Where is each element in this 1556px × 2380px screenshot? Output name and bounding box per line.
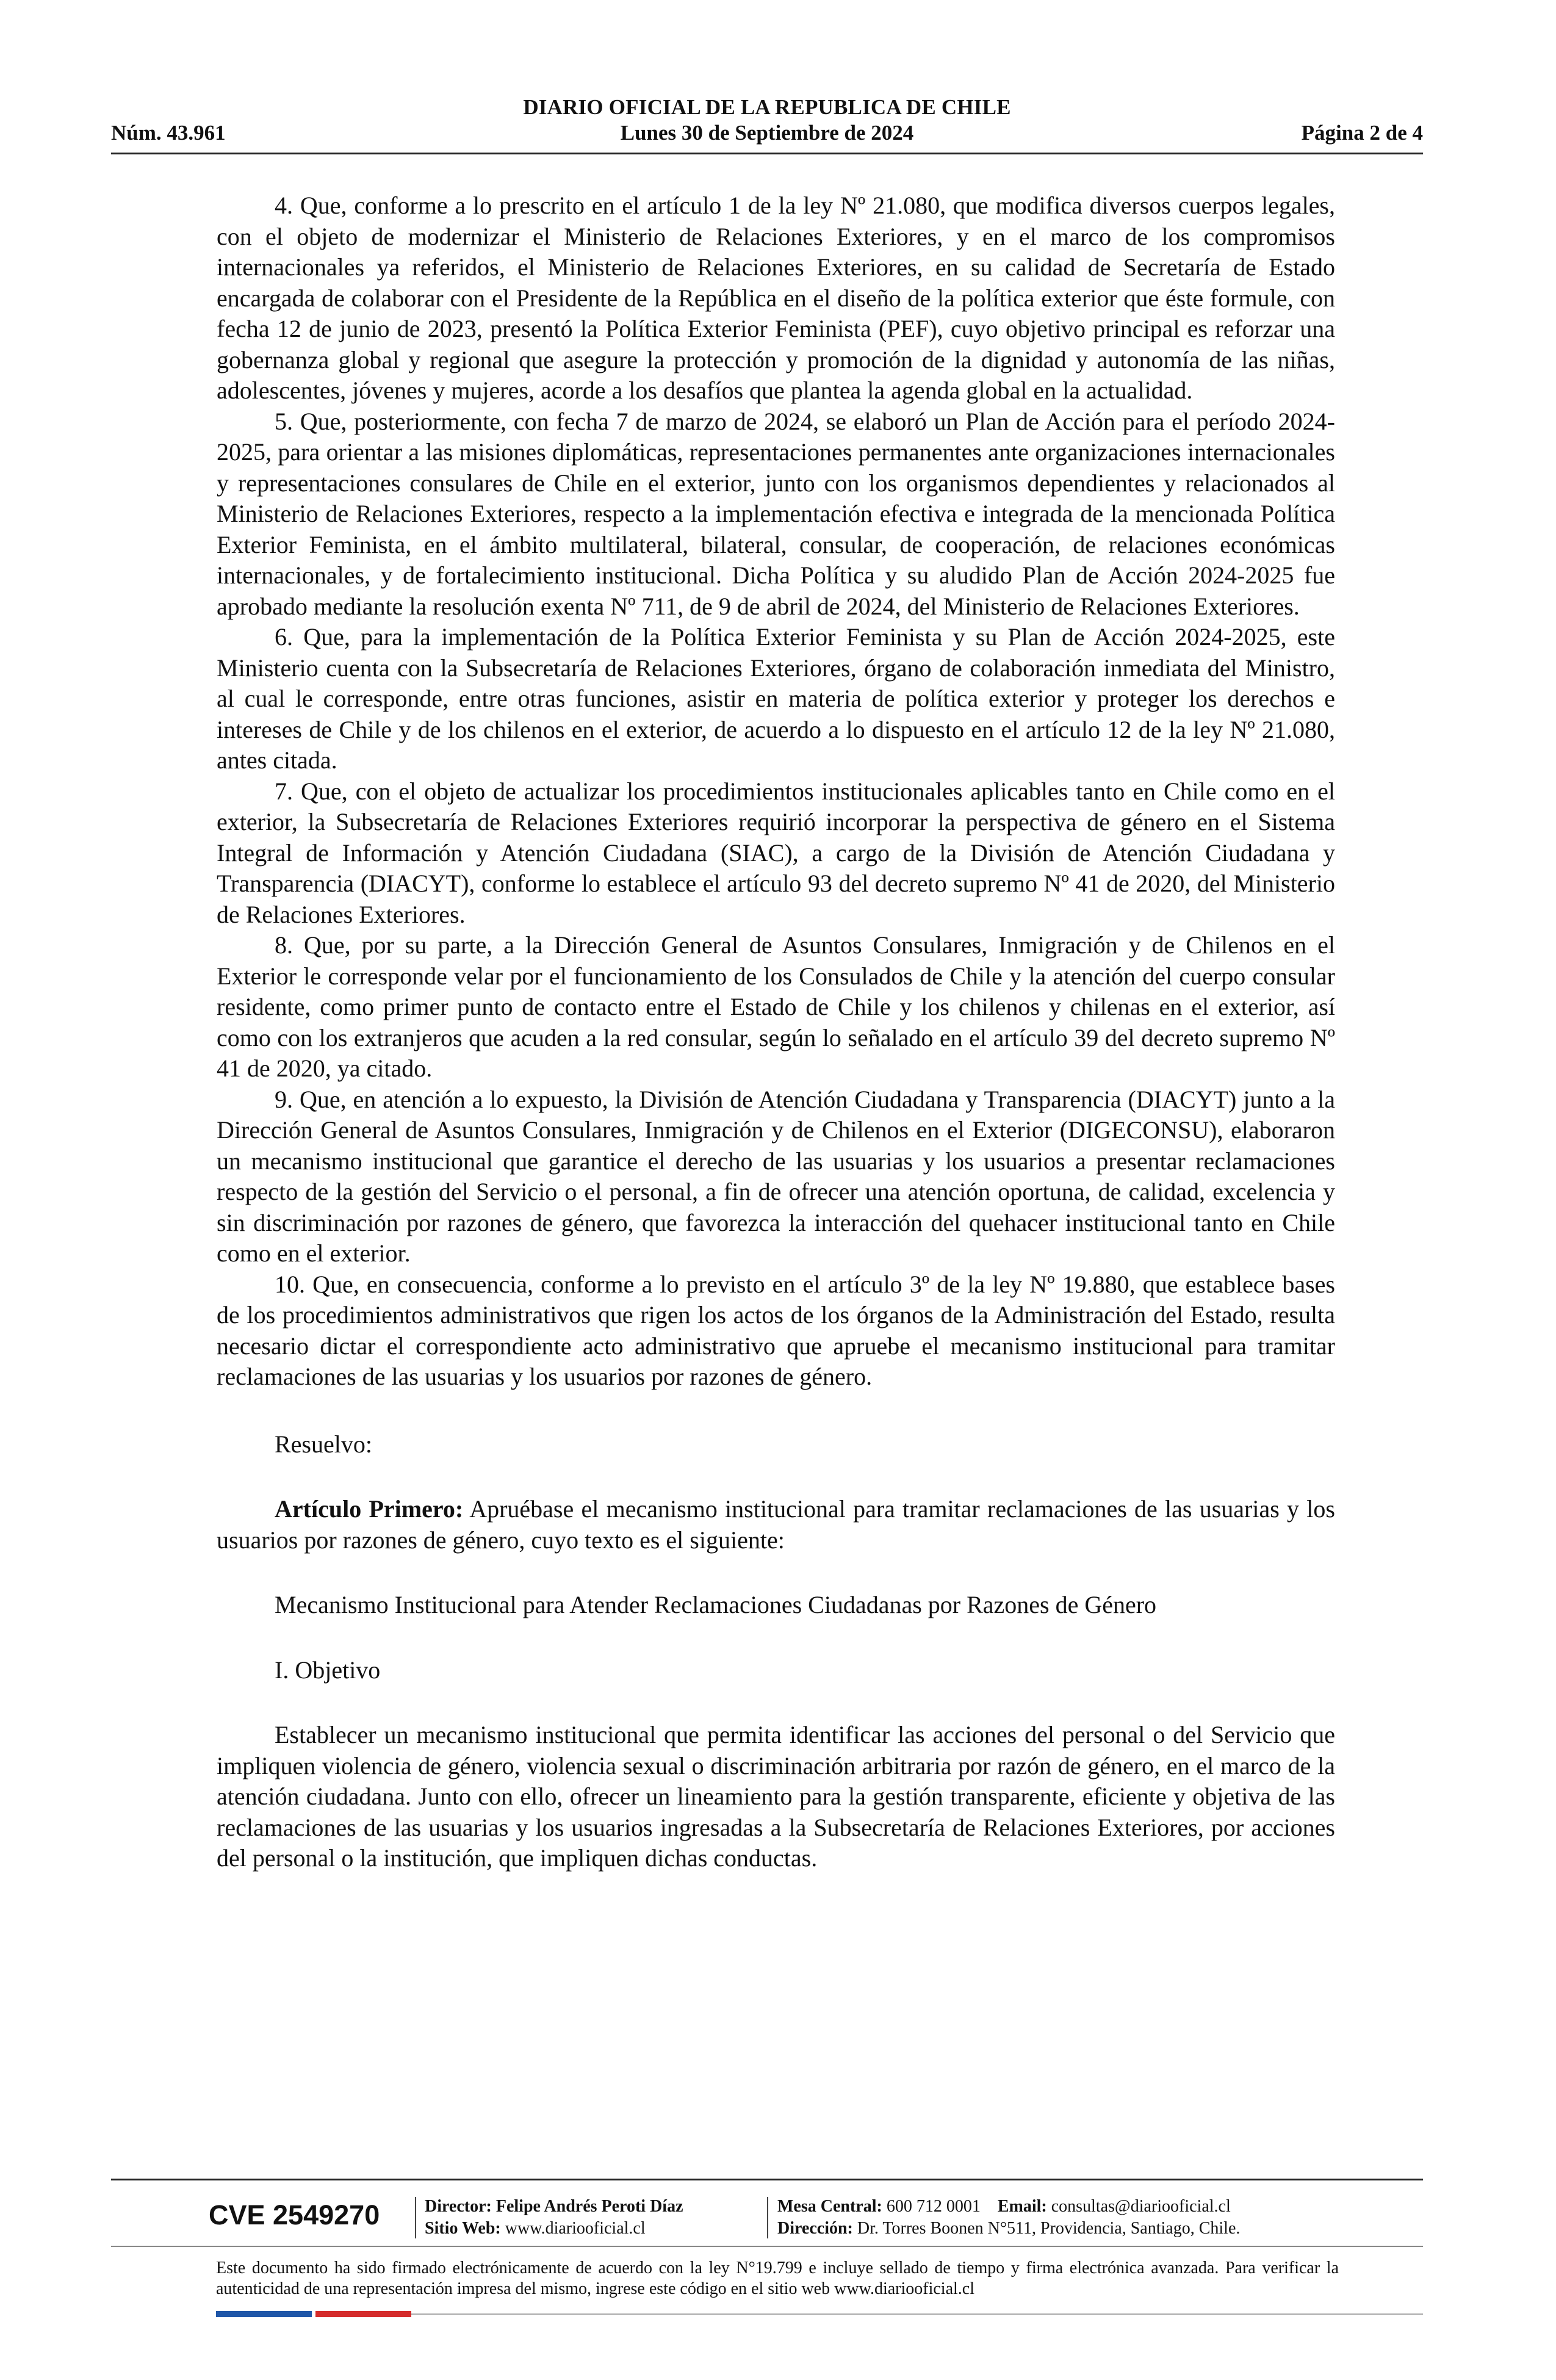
page-number: Página 2 de 4 [1301, 121, 1423, 145]
site-url[interactable]: www.diariooficial.cl [505, 2219, 646, 2238]
spacer [217, 1460, 1335, 1494]
issue-date: Lunes 30 de Septiembre de 2024 [620, 121, 914, 145]
page-footer [111, 2179, 1423, 2331]
objective-paragraph: Establecer un mecanismo institucional que permita identificar las acciones del personal o del Servicio que impliquen violencia de género, violencia sexual o discriminación arbitraria por razón de género, en el marco de la atención ciudadana. Junto con ello, ofrecer un lineamiento para la gestión transparente, eficiente y objetiva de las reclamaciones de las usuarias y los usuarios ingresadas a la Subsecretaría de Relaciones Exteriores, por acciones del personal o la institución, que impliquen dichas conductas. [217, 1721, 1335, 1872]
mechanism-title: Mecanismo Institucional para Atender Reclamaciones Ciudadanas por Razones de Género [275, 1591, 1157, 1618]
director-label: Director: [425, 2197, 492, 2216]
footer-bottom-rule [411, 2313, 1423, 2315]
page-header [111, 92, 1423, 159]
flag-blue-segment [216, 2311, 312, 2317]
footer-top-rule [111, 2179, 1423, 2180]
resuelvo-heading: Resuelvo: [275, 1430, 372, 1458]
publication-title: DIARIO OFICIAL DE LA REPUBLICA DE CHILE [523, 95, 1011, 119]
site-label: Sitio Web: [425, 2219, 501, 2238]
paragraph-5: 5. Que, posteriormente, con fecha 7 de marzo de 2024, se elaboró un Plan de Acción para el período 2024-2025, para orientar a las misiones diplomáticas, representaciones permanentes ante organizaciones internacionales y representaciones consulares de Chile en el exterior, junto con los organismos dependientes y relacionados al Ministerio de Relaciones Exteriores, respecto a la implementación efectiva e integrada de la mencionada Política Exterior Feminista, en el ámbito multilateral, bilateral, consular, de cooperación, de relaciones económicas internacionales, y de fortalecimiento institucional. Dicha Política y su aludido Plan de Acción 2024-2025 fue aprobado mediante la resolución exenta Nº 711, de 9 de abril de 2024, del Ministerio de Relaciones Exteriores. [217, 407, 1335, 620]
paragraph-10: 10. Que, en consecuencia, conforme a lo previsto en el artículo 3º de la ley Nº 19.880, que establece bases de los procedimientos administrativos que rigen los actos de los órganos de la Administración del Estado, resulta necesario dictar el correspondiente acto administrativo que apruebe el mecanismo institucional para tramitar reclamaciones de las usuarias y los usuarios por razones de género. [217, 1270, 1335, 1390]
paragraph-9: 9. Que, en atención a lo expuesto, la División de Atención Ciudadana y Transparencia (DIACYT) junto a la Dirección General de Asuntos Consulares, Inmigración y de Chilenos en el Exterior (DIGECONSU), elaboraron un mecanismo institucional que garantice el derecho de las usuarias y los usuarios a presentar reclamaciones respecto de la gestión del Servicio o el personal, a fin de ofrecer una atención oportuna, de calidad, excelencia y sin discriminación por razones de género, que favorezca la interacción del quehacer institucional tanto en Chile como en el exterior. [217, 1085, 1335, 1267]
section-heading: I. Objetivo [275, 1656, 381, 1684]
email-address[interactable]: consultas@diariooficial.cl [1051, 2197, 1231, 2216]
article-label: Artículo Primero: [275, 1495, 464, 1523]
signature-note: Este documento ha sido firmado electrónicamente de acuerdo con la ley N°19.799 e incluye sellado de tiempo y firma electrónica avanzada. Para verificar la autenticidad de una representación impresa del mismo, ingrese este código en el sitio web www.diariooficial.cl [216, 2259, 1339, 2298]
document-body [217, 190, 1335, 1874]
paragraph-6: 6. Que, para la implementación de la Política Exterior Feminista y su Plan de Acción 2024-2025, este Ministerio cuenta con la Subsecretaría de Relaciones Exteriores, órgano de colaboración inmediata del Ministro, al cual le corresponde, entre otras funciones, asistir en materia de política exterior y proteger los derechos e intereses de Chile y de los chilenos en el exterior, de acuerdo a lo dispuesto en el artículo 12 de la ley Nº 21.080, antes citada. [217, 623, 1335, 774]
director-name: Felipe Andrés Peroti Díaz [495, 2197, 683, 2216]
footer-separator [767, 2197, 768, 2238]
issue-number: Núm. 43.961 [111, 121, 226, 145]
spacer [217, 1686, 1335, 1720]
footer-mid-rule [111, 2246, 1423, 2247]
address-value: Dr. Torres Boonen N°511, Providencia, Santiago, Chile. [857, 2219, 1241, 2238]
footer-contact-block [777, 2196, 1240, 2240]
footer-director-block [425, 2196, 683, 2240]
article-text: Apruébase el mecanismo institucional para tramitar reclamaciones de las usuarias y los usuarios por razones de género, cuyo texto es el siguiente: [217, 1495, 1335, 1554]
address-label: Dirección: [777, 2219, 853, 2238]
chile-flag-stripe [216, 2311, 411, 2317]
spacer [217, 1621, 1335, 1655]
footer-separator [415, 2197, 416, 2238]
flag-red-segment [315, 2311, 411, 2317]
spacer [217, 1556, 1335, 1590]
paragraph-8: 8. Que, por su parte, a la Dirección General de Asuntos Consulares, Inmigración y de Chilenos en el Exterior le corresponde velar por el funcionamiento de los Consulados de Chile y la atención del cuerpo consular residente, como primer punto de contacto entre el Estado de Chile y los chilenos y chilenas en el exterior, así como con los extranjeros que acuden a la red consular, según lo señalado en el artículo 39 del decreto supremo Nº 41 de 2020, ya citado. [217, 931, 1335, 1082]
email-label: Email: [997, 2197, 1047, 2216]
article-first [217, 1494, 1335, 1556]
header-divider [111, 153, 1423, 154]
cve-code: CVE 2549270 [209, 2199, 380, 2230]
mesa-phone: 600 712 0001 [886, 2197, 981, 2216]
paragraph-4: 4. Que, conforme a lo prescrito en el artículo 1 de la ley Nº 21.080, que modifica diversos cuerpos legales, con el objeto de modernizar el Ministerio de Relaciones Exteriores, y en el marco de los compromisos internacionales ya referidos, el Ministerio de Relaciones Exteriores, en su calidad de Secretaría de Estado encargada de colaborar con el Presidente de la República en el diseño de la política exterior que éste formule, con fecha 12 de junio de 2023, presentó la Política Exterior Feminista (PEF), cuyo objetivo principal es reforzar una gobernanza global y regional que asegure la protección y promoción de la dignidad y autonomía de las niñas, adolescentes, jóvenes y mujeres, acorde a los desafíos que plantea la agenda global en la actualidad. [217, 192, 1335, 404]
mesa-label: Mesa Central: [777, 2197, 882, 2216]
spacer [217, 1393, 1335, 1429]
paragraph-7: 7. Que, con el objeto de actualizar los procedimientos institucionales aplicables tanto en Chile como en el exterior, la Subsecretaría de Relaciones Exteriores requirió incorporar la perspectiva de género en el Sistema Integral de Información y Atención Ciudadana (SIAC), a cargo de la División de Atención Ciudadana y Transparencia (DIACYT), conforme lo establece el artículo 93 del decreto supremo Nº 41 de 2020, del Ministerio de Relaciones Exteriores. [217, 777, 1335, 928]
